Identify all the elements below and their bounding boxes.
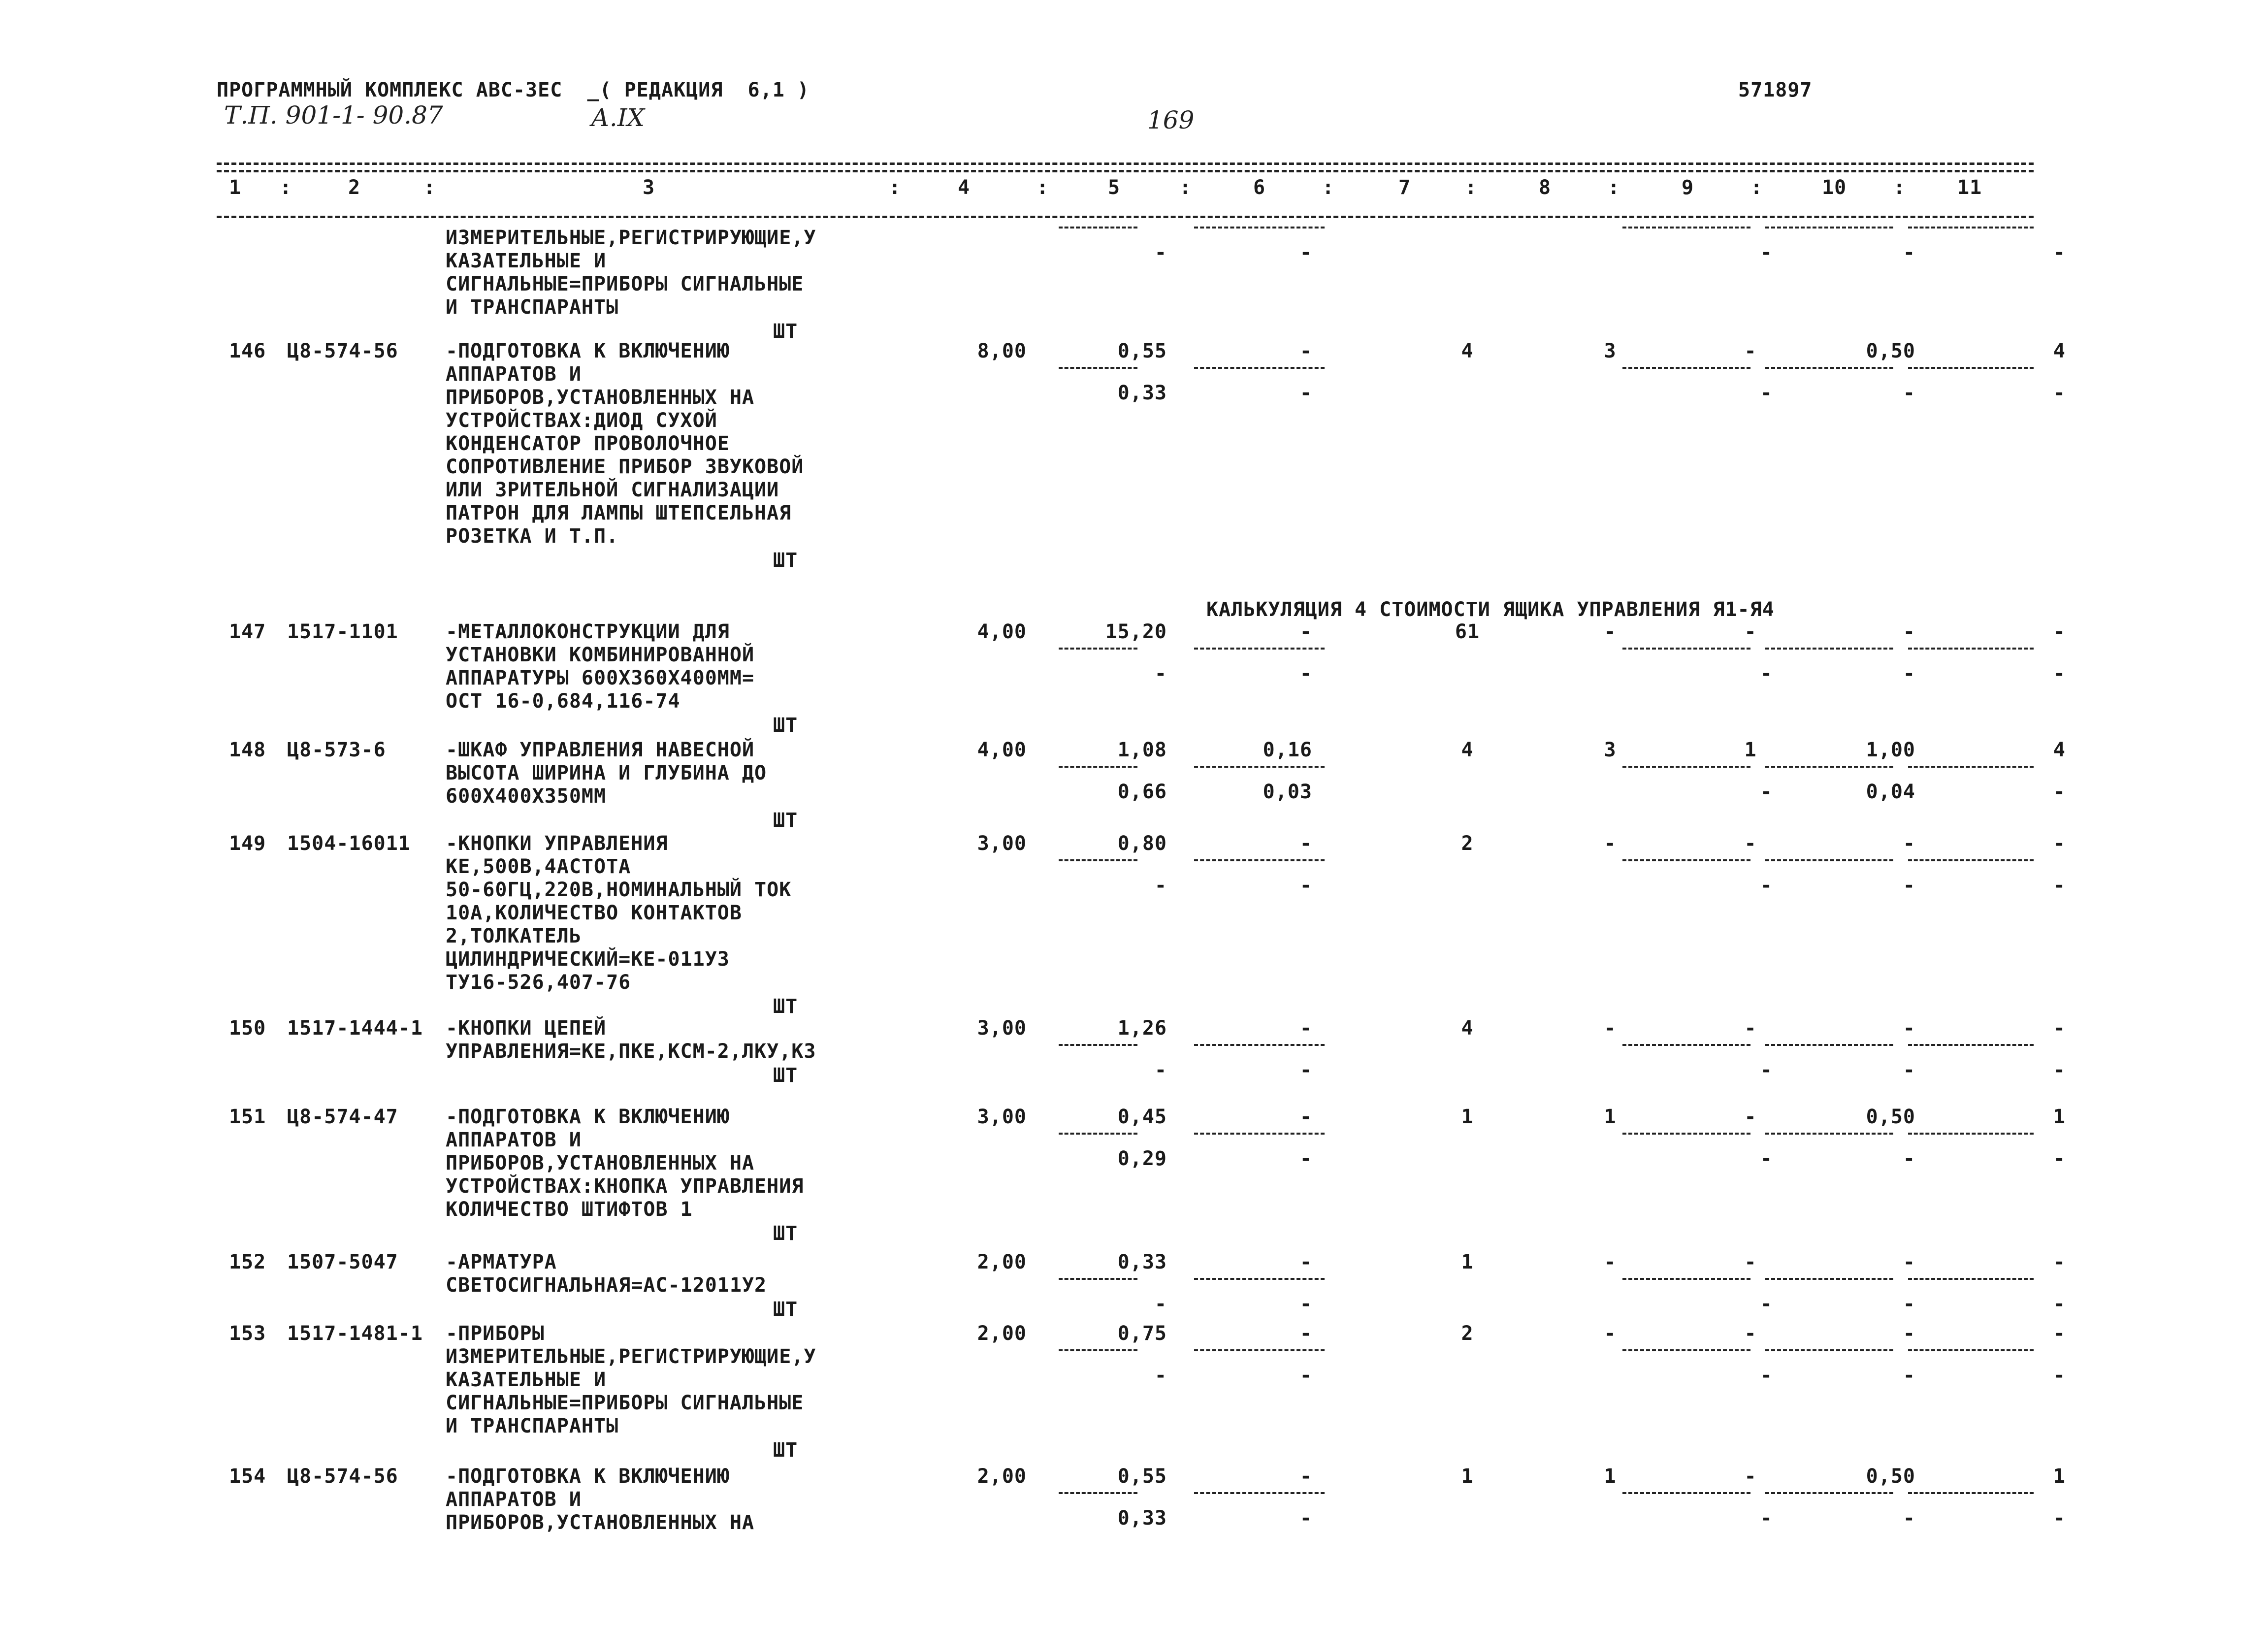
row-description-line: УПРАВЛЕНИЯ=КЕ,ПКЕ,КСМ-2,ЛКУ,К3 xyxy=(446,1040,816,1063)
cell-divider xyxy=(1194,859,1325,861)
cell-divider xyxy=(1622,1133,1750,1135)
row-unit: ШТ xyxy=(773,549,798,572)
value-c6: - xyxy=(1299,1251,1312,1273)
row-description-line: -КНОПКИ ЦЕПЕЙ xyxy=(446,1017,607,1040)
value-c7: 4 xyxy=(1461,340,1474,362)
row-description-line: 10А,КОЛИЧЕСТВО КОНТАКТОВ xyxy=(446,902,742,924)
value-c10b: - xyxy=(1903,241,1915,264)
value-c11: 1 xyxy=(2053,1106,2066,1128)
row-description-line: ОСТ 16-0,684,116-74 xyxy=(446,690,680,713)
cell-divider xyxy=(1622,1044,1750,1046)
cell-divider xyxy=(1908,648,2034,650)
value-c10b: - xyxy=(1903,1507,1915,1530)
row-description-line: ИЗМЕРИТЕЛЬНЫЕ,РЕГИСТРИРУЮЩИЕ,У xyxy=(446,227,816,249)
cell-divider xyxy=(1622,648,1750,650)
value-c9b: - xyxy=(1760,1293,1773,1315)
row-description-line: 50-60ГЦ,220В,НОМИНАЛЬНЫЙ ТОК xyxy=(446,879,792,901)
column-header-9: 9 xyxy=(1682,176,1694,199)
document-number: 571897 xyxy=(1738,79,1813,101)
table-head-rule xyxy=(217,216,2034,218)
value-c8: - xyxy=(1604,1017,1617,1040)
row-unit: ШТ xyxy=(773,1064,798,1087)
cell-divider xyxy=(1059,1278,1137,1280)
cell-divider xyxy=(1059,648,1137,650)
cell-divider xyxy=(1059,367,1137,369)
cell-divider xyxy=(1059,1044,1137,1046)
value-c9: - xyxy=(1744,1017,1757,1040)
value-c9b: - xyxy=(1760,382,1773,404)
value-c10: - xyxy=(1903,1017,1915,1040)
cell-divider xyxy=(1059,1349,1137,1351)
value-c9: - xyxy=(1744,1106,1757,1128)
value-c9b: - xyxy=(1760,1059,1773,1081)
row-description-line: СИГНАЛЬНЫЕ=ПРИБОРЫ СИГНАЛЬНЫЕ xyxy=(446,273,804,295)
cell-divider xyxy=(1194,766,1325,768)
row-description-line: АППАРАТОВ И xyxy=(446,363,582,386)
row-number: 149 xyxy=(229,832,266,855)
value-c4: 3,00 xyxy=(977,1106,1027,1128)
value-c4: 3,00 xyxy=(977,832,1027,855)
row-description-line: КОНДЕНСАТОР ПРОВОЛОЧНОЕ xyxy=(446,432,730,455)
row-description-line: -КНОПКИ УПРАВЛЕНИЯ xyxy=(446,832,668,855)
value-c7: 61 xyxy=(1455,620,1480,643)
value-c6b: - xyxy=(1299,1059,1312,1081)
row-description-line: ИЛИ ЗРИТЕЛЬНОЙ СИГНАЛИЗАЦИИ xyxy=(446,479,779,501)
value-c5b: - xyxy=(1154,1059,1167,1081)
row-description-line: ПРИБОРОВ,УСТАНОВЛЕННЫХ НА xyxy=(446,1511,755,1534)
row-code: Ц8-574-56 xyxy=(287,340,398,362)
column-separator: : xyxy=(1037,176,1049,199)
cell-divider xyxy=(1194,1278,1325,1280)
cell-divider xyxy=(1622,1492,1750,1494)
value-c11b: - xyxy=(2053,1293,2066,1315)
row-description-line: ИЗМЕРИТЕЛЬНЫЕ,РЕГИСТРИРУЮЩИЕ,У xyxy=(446,1345,816,1368)
row-number: 152 xyxy=(229,1251,266,1273)
value-c11: - xyxy=(2053,620,2066,643)
value-c9: - xyxy=(1744,1465,1757,1488)
column-separator: : xyxy=(1893,176,1906,199)
value-c11b: - xyxy=(2053,241,2066,264)
row-description-line: УСТРОЙСТВАХ:ДИОД СУХОЙ xyxy=(446,409,717,432)
value-c4: 3,00 xyxy=(977,1017,1027,1040)
section-title: КАЛЬКУЛЯЦИЯ 4 СТОИМОСТИ ЯЩИКА УПРАВЛЕНИЯ Я1-Я4 xyxy=(1206,598,1775,621)
row-description-line: -ПОДГОТОВКА К ВКЛЮЧЕНИЮ xyxy=(446,340,730,362)
row-unit: ШТ xyxy=(773,714,798,737)
row-description-line: -ПРИБОРЫ xyxy=(446,1322,545,1345)
value-c6: - xyxy=(1299,1106,1312,1128)
value-c6b: - xyxy=(1299,1507,1312,1530)
value-c4: 8,00 xyxy=(977,340,1027,362)
value-c7: 2 xyxy=(1461,1322,1474,1345)
value-c5b: 0,66 xyxy=(1117,781,1167,803)
value-c5b: - xyxy=(1154,1293,1167,1315)
row-description-line: 600Х400Х350ММ xyxy=(446,785,607,808)
row-description-line: ЦИЛИНДРИЧЕСКИЙ=КЕ-011У3 xyxy=(446,948,730,971)
cell-divider xyxy=(1622,367,1750,369)
cell-divider xyxy=(1765,1044,1893,1046)
row-description-line: КАЗАТЕЛЬНЫЕ И xyxy=(446,1368,607,1391)
cell-divider xyxy=(1059,766,1137,768)
value-c10b: 0,04 xyxy=(1866,781,1915,803)
value-c6b: 0,03 xyxy=(1263,781,1312,803)
program-header: ПРОГРАММНЫЙ КОМПЛЕКС АВС-3ЕС _( РЕДАКЦИЯ 6,1 ) xyxy=(217,79,810,101)
value-c9b: - xyxy=(1760,662,1773,685)
value-c10b: - xyxy=(1903,1059,1915,1081)
row-description-line: -ПОДГОТОВКА К ВКЛЮЧЕНИЮ xyxy=(446,1465,730,1488)
row-description-line: КОЛИЧЕСТВО ШТИФТОВ 1 xyxy=(446,1198,693,1221)
value-c5b: - xyxy=(1154,662,1167,685)
cell-divider xyxy=(1765,367,1893,369)
cell-divider xyxy=(1908,367,2034,369)
value-c10: 1,00 xyxy=(1866,739,1915,761)
table-top-rule xyxy=(217,163,2034,165)
row-number: 148 xyxy=(229,739,266,761)
cell-divider xyxy=(1622,766,1750,768)
cell-divider xyxy=(1765,766,1893,768)
value-c9b: - xyxy=(1760,241,1773,264)
row-unit: ШТ xyxy=(773,1298,798,1321)
value-c11: - xyxy=(2053,832,2066,855)
row-number: 154 xyxy=(229,1465,266,1488)
value-c10: - xyxy=(1903,620,1915,643)
value-c9: - xyxy=(1744,1251,1757,1273)
column-header-10: 10 xyxy=(1822,176,1847,199)
cell-divider xyxy=(1765,1492,1893,1494)
value-c5: 0,75 xyxy=(1117,1322,1167,1345)
row-unit: ШТ xyxy=(773,995,798,1018)
value-c11: - xyxy=(2053,1017,2066,1040)
row-description-line: АППАРАТУРЫ 600Х360Х400ММ= xyxy=(446,667,755,689)
cell-divider xyxy=(1908,1044,2034,1046)
cell-divider xyxy=(1908,766,2034,768)
value-c9: - xyxy=(1744,832,1757,855)
cell-divider xyxy=(1059,1492,1137,1494)
value-c11: 4 xyxy=(2053,739,2066,761)
column-separator: : xyxy=(1750,176,1763,199)
value-c6b: - xyxy=(1299,874,1312,897)
row-description-line: И ТРАНСПАРАНТЫ xyxy=(446,1415,619,1437)
value-c11b: - xyxy=(2053,1364,2066,1387)
row-code: 1504-16011 xyxy=(287,832,411,855)
column-separator: : xyxy=(1465,176,1478,199)
row-description-line: -ШКАФ УПРАВЛЕНИЯ НАВЕСНОЙ xyxy=(446,739,755,761)
value-c10b: - xyxy=(1903,1293,1915,1315)
value-c6: - xyxy=(1299,620,1312,643)
value-c8: - xyxy=(1604,1251,1617,1273)
row-code: 1517-1444-1 xyxy=(287,1017,423,1040)
value-c10b: - xyxy=(1903,1364,1915,1387)
cell-divider xyxy=(1908,1133,2034,1135)
cell-divider xyxy=(1194,1492,1325,1494)
row-unit: ШТ xyxy=(773,1222,798,1245)
cell-divider xyxy=(1908,859,2034,861)
column-header-11: 11 xyxy=(1957,176,1982,199)
value-c9b: - xyxy=(1760,1364,1773,1387)
value-c9: - xyxy=(1744,1322,1757,1345)
value-c6: - xyxy=(1299,1465,1312,1488)
column-separator: : xyxy=(1608,176,1620,199)
value-c11: - xyxy=(2053,1322,2066,1345)
value-c10: - xyxy=(1903,832,1915,855)
value-c10: 0,50 xyxy=(1866,1106,1915,1128)
column-header-5: 5 xyxy=(1108,176,1121,199)
row-code: Ц8-573-6 xyxy=(287,739,386,761)
value-c11b: - xyxy=(2053,1507,2066,1530)
cell-divider xyxy=(1908,1278,2034,1280)
value-c11: - xyxy=(2053,1251,2066,1273)
value-c10: - xyxy=(1903,1251,1915,1273)
value-c5b: 0,33 xyxy=(1117,1507,1167,1530)
value-c6: - xyxy=(1299,832,1312,855)
row-description-line: СИГНАЛЬНЫЕ=ПРИБОРЫ СИГНАЛЬНЫЕ xyxy=(446,1392,804,1414)
row-code: 1517-1481-1 xyxy=(287,1322,423,1345)
cell-divider xyxy=(1059,227,1137,228)
table-top-rule-2 xyxy=(217,170,2034,172)
project-number: Т.П. 901-1- 90.87 xyxy=(224,101,443,130)
row-number: 151 xyxy=(229,1106,266,1128)
column-header-2: 2 xyxy=(348,176,361,199)
row-description-line: СОПРОТИВЛЕНИЕ ПРИБОР ЗВУКОВОЙ xyxy=(446,456,804,478)
value-c11b: - xyxy=(2053,382,2066,404)
cell-divider xyxy=(1194,648,1325,650)
value-c10: 0,50 xyxy=(1866,1465,1915,1488)
row-description-line: -АРМАТУРА xyxy=(446,1251,557,1273)
value-c5: 0,55 xyxy=(1117,340,1167,362)
row-unit: ШТ xyxy=(773,320,798,343)
column-header-1: 1 xyxy=(229,176,242,199)
row-code: Ц8-574-47 xyxy=(287,1106,398,1128)
value-c11b: - xyxy=(2053,662,2066,685)
value-c10: 0,50 xyxy=(1866,340,1915,362)
cell-divider xyxy=(1622,1349,1750,1351)
cell-divider xyxy=(1765,1278,1893,1280)
value-c10b: - xyxy=(1903,662,1915,685)
column-separator: : xyxy=(423,176,436,199)
row-code: 1517-1101 xyxy=(287,620,398,643)
value-c6b: - xyxy=(1299,1147,1312,1170)
row-description-line: ПРИБОРОВ,УСТАНОВЛЕННЫХ НА xyxy=(446,1152,755,1174)
value-c8: - xyxy=(1604,1322,1617,1345)
value-c4: 2,00 xyxy=(977,1251,1027,1273)
cell-divider xyxy=(1194,1044,1325,1046)
cell-divider xyxy=(1765,1349,1893,1351)
value-c11: 4 xyxy=(2053,340,2066,362)
value-c9: - xyxy=(1744,340,1757,362)
row-number: 153 xyxy=(229,1322,266,1345)
value-c8: 1 xyxy=(1604,1465,1617,1488)
value-c11b: - xyxy=(2053,1147,2066,1170)
value-c7: 1 xyxy=(1461,1106,1474,1128)
value-c7: 1 xyxy=(1461,1465,1474,1488)
row-description-line: КАЗАТЕЛЬНЫЕ И xyxy=(446,250,607,272)
column-header-4: 4 xyxy=(958,176,971,199)
value-c4: 2,00 xyxy=(977,1322,1027,1345)
value-c7: 1 xyxy=(1461,1251,1474,1273)
cell-divider xyxy=(1765,859,1893,861)
value-c10b: - xyxy=(1903,874,1915,897)
row-description-line: -МЕТАЛЛОКОНСТРУКЦИИ ДЛЯ xyxy=(446,620,730,643)
value-c8: - xyxy=(1604,832,1617,855)
row-description-line: УСТРОЙСТВАХ:КНОПКА УПРАВЛЕНИЯ xyxy=(446,1175,804,1198)
cell-divider xyxy=(1194,367,1325,369)
column-header-3: 3 xyxy=(643,176,655,199)
row-number: 150 xyxy=(229,1017,266,1040)
value-c8: 1 xyxy=(1604,1106,1617,1128)
cell-divider xyxy=(1194,227,1325,228)
row-description-line: СВЕТОСИГНАЛЬНАЯ=АС-12011У2 xyxy=(446,1274,767,1297)
value-c5b: - xyxy=(1154,1364,1167,1387)
column-header-8: 8 xyxy=(1539,176,1552,199)
cell-divider xyxy=(1908,1349,2034,1351)
column-header-6: 6 xyxy=(1253,176,1266,199)
value-c6: 0,16 xyxy=(1263,739,1312,761)
value-c5: 0,55 xyxy=(1117,1465,1167,1488)
value-c6: - xyxy=(1299,1017,1312,1040)
value-c6b: - xyxy=(1299,662,1312,685)
cell-divider xyxy=(1059,1133,1137,1135)
value-c5b: - xyxy=(1154,241,1167,264)
cell-divider xyxy=(1194,1349,1325,1351)
value-c7: 4 xyxy=(1461,1017,1474,1040)
value-c9b: - xyxy=(1760,1507,1773,1530)
row-description-line: ВЫСОТА ШИРИНА И ГЛУБИНА ДО xyxy=(446,762,767,784)
value-c5: 15,20 xyxy=(1105,620,1167,643)
value-c6: - xyxy=(1299,340,1312,362)
value-c11: 1 xyxy=(2053,1465,2066,1488)
cell-divider xyxy=(1622,227,1750,228)
value-c6b: - xyxy=(1299,1364,1312,1387)
column-separator: : xyxy=(1179,176,1192,199)
value-c5: 0,33 xyxy=(1117,1251,1167,1273)
value-c8: - xyxy=(1604,620,1617,643)
cell-divider xyxy=(1059,859,1137,861)
column-separator: : xyxy=(1322,176,1335,199)
value-c10b: - xyxy=(1903,382,1915,404)
value-c10: - xyxy=(1903,1322,1915,1345)
row-unit: ШТ xyxy=(773,809,798,832)
value-c5b: - xyxy=(1154,874,1167,897)
cell-divider xyxy=(1908,1492,2034,1494)
cell-divider xyxy=(1622,1278,1750,1280)
value-c5b: 0,33 xyxy=(1117,382,1167,404)
row-description-line: КЕ,500В,4АСТОТА xyxy=(446,855,631,878)
album-mark: А.IХ xyxy=(591,103,645,132)
value-c11b: - xyxy=(2053,1059,2066,1081)
value-c11b: - xyxy=(2053,781,2066,803)
value-c11b: - xyxy=(2053,874,2066,897)
value-c9: 1 xyxy=(1744,739,1757,761)
row-description-line: -ПОДГОТОВКА К ВКЛЮЧЕНИЮ xyxy=(446,1106,730,1128)
value-c6: - xyxy=(1299,1322,1312,1345)
value-c9b: - xyxy=(1760,874,1773,897)
row-description-line: УСТАНОВКИ КОМБИНИРОВАННОЙ xyxy=(446,644,755,666)
column-header-7: 7 xyxy=(1398,176,1411,199)
row-description-line: ПРИБОРОВ,УСТАНОВЛЕННЫХ НА xyxy=(446,386,755,409)
cell-divider xyxy=(1908,227,2034,228)
row-code: Ц8-574-56 xyxy=(287,1465,398,1488)
cell-divider xyxy=(1765,1133,1893,1135)
value-c4: 4,00 xyxy=(977,739,1027,761)
row-description-line: РОЗЕТКА И Т.П. xyxy=(446,525,619,548)
value-c7: 2 xyxy=(1461,832,1474,855)
row-description-line: И ТРАНСПАРАНТЫ xyxy=(446,296,619,319)
cell-divider xyxy=(1765,227,1893,228)
row-number: 146 xyxy=(229,340,266,362)
row-description-line: АППАРАТОВ И xyxy=(446,1129,582,1151)
value-c8: 3 xyxy=(1604,739,1617,761)
cell-divider xyxy=(1622,859,1750,861)
row-code: 1507-5047 xyxy=(287,1251,398,1273)
row-description-line: АППАРАТОВ И xyxy=(446,1488,582,1511)
row-unit: ШТ xyxy=(773,1439,798,1462)
cell-divider xyxy=(1194,1133,1325,1135)
row-description-line: ТУ16-526,407-76 xyxy=(446,971,631,994)
value-c4: 4,00 xyxy=(977,620,1027,643)
column-separator: : xyxy=(889,176,902,199)
column-separator: : xyxy=(280,176,292,199)
value-c10b: - xyxy=(1903,1147,1915,1170)
page-number: 169 xyxy=(1147,106,1195,134)
value-c9b: - xyxy=(1760,781,1773,803)
cell-divider xyxy=(1765,648,1893,650)
value-c5: 0,80 xyxy=(1117,832,1167,855)
value-c5: 1,08 xyxy=(1117,739,1167,761)
value-c6b: - xyxy=(1299,382,1312,404)
value-c7: 4 xyxy=(1461,739,1474,761)
row-number: 147 xyxy=(229,620,266,643)
value-c6b: - xyxy=(1299,241,1312,264)
value-c9: - xyxy=(1744,620,1757,643)
value-c5: 0,45 xyxy=(1117,1106,1167,1128)
row-description-line: 2,ТОЛКАТЕЛЬ xyxy=(446,925,582,947)
row-description-line: ПАТРОН ДЛЯ ЛАМПЫ ШТЕПСЕЛЬНАЯ xyxy=(446,502,792,524)
value-c8: 3 xyxy=(1604,340,1617,362)
value-c4: 2,00 xyxy=(977,1465,1027,1488)
value-c9b: - xyxy=(1760,1147,1773,1170)
value-c5b: 0,29 xyxy=(1117,1147,1167,1170)
value-c6b: - xyxy=(1299,1293,1312,1315)
value-c5: 1,26 xyxy=(1117,1017,1167,1040)
